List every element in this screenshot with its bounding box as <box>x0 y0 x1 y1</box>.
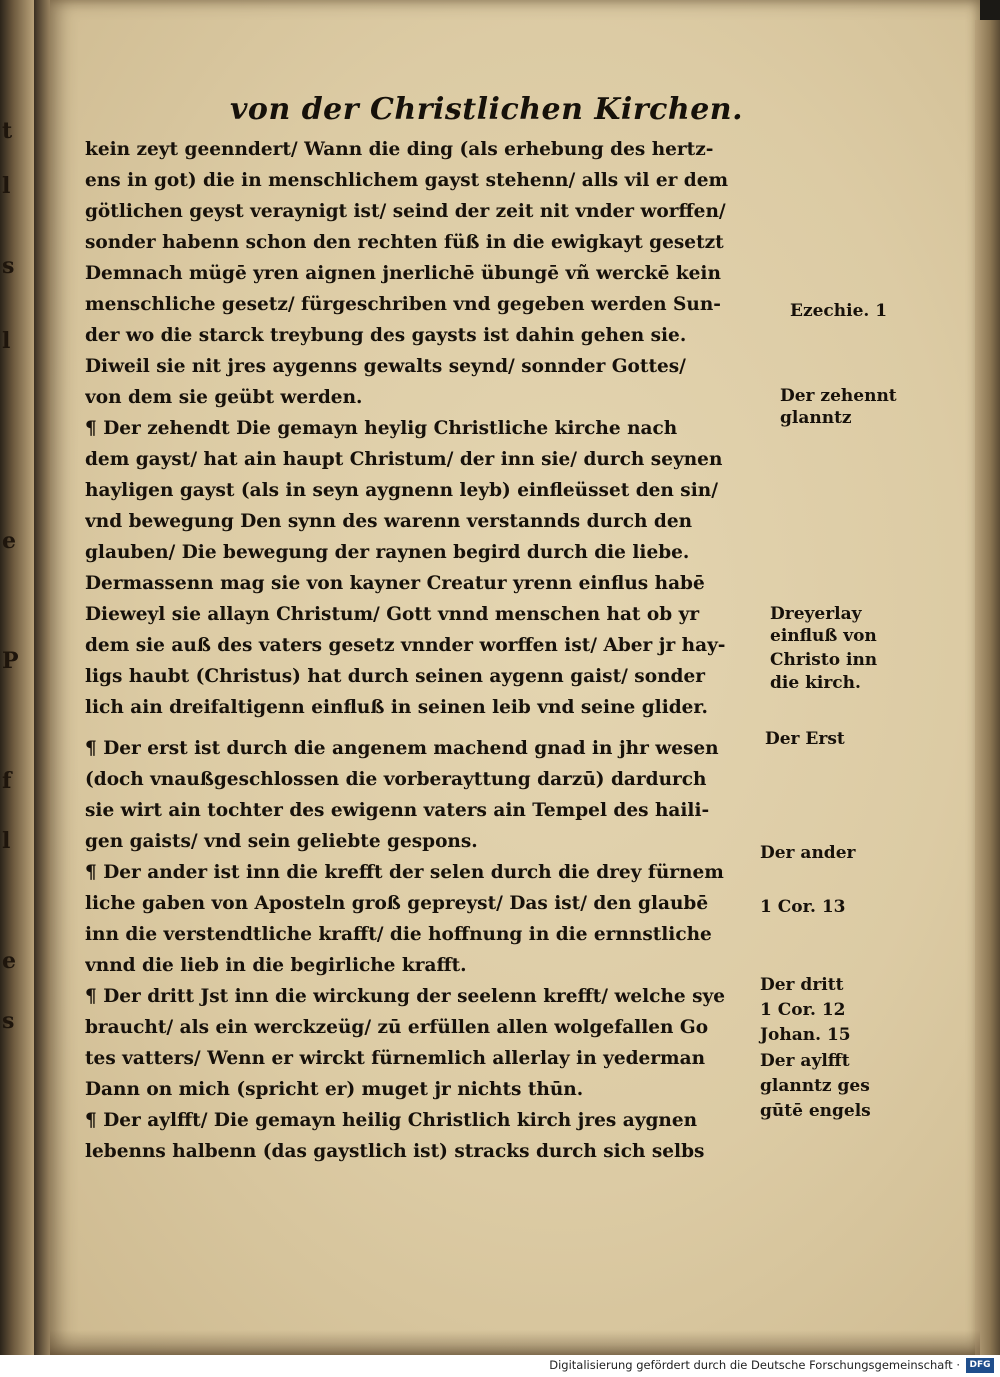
edge-fragment: s <box>2 1008 15 1034</box>
text-line: dem sie auß des vaters gesetz vnnder worffen ist/ Aber jr hay- <box>85 635 726 656</box>
text-line: gen gaists/ vnd sein geliebte gespons. <box>85 831 478 852</box>
marginal-note: Ezechie. 1 <box>790 301 888 321</box>
text-line: Demnach mügē yren aignen jnerlichē übungē vñ werckē kein <box>85 263 721 284</box>
text-line: glauben/ Die bewegung der raynen begird durch die liebe. <box>85 542 690 563</box>
text-line: ¶ Der zehendt Die gemayn heylig Christliche kirche nach <box>85 418 678 439</box>
edge-fragment: s <box>2 253 15 279</box>
text-line: von dem sie geübt werden. <box>85 387 363 408</box>
marginal-note: gūtē engels <box>760 1101 871 1121</box>
text-line: (doch vnaußgeschlossen die vorberayttung darzū) dardurch <box>85 769 707 790</box>
text-line: Dieweyl sie allayn Christum/ Gott vnnd menschen hat ob yr <box>85 604 700 625</box>
text-line: kein zeyt geenndert/ Wann die ding (als erhebung des hertz- <box>85 139 714 160</box>
edge-fragment: P <box>2 648 19 674</box>
marginal-note: 1 Cor. 12 <box>760 1000 846 1020</box>
marginal-note: einfluß von <box>770 626 877 646</box>
text-line: sonder habenn schon den rechten füß in die ewigkayt gesetzt <box>85 232 724 253</box>
text-line: lich ain dreifaltigenn einfluß in seinen leib vnd seine glider. <box>85 697 708 718</box>
edge-fragment: e <box>2 948 16 974</box>
previous-page-edge <box>0 0 34 1355</box>
text-line: ¶ Der dritt Jst inn die wirckung der seelenn krefft/ welche sye <box>85 986 726 1007</box>
marginal-note: Der Erst <box>765 729 845 749</box>
marginal-note: Der ander <box>760 843 856 863</box>
text-line: vnd bewegung Den synn des warenn verstannds durch den <box>85 511 693 532</box>
text-line: der wo die starck treybung des gaysts ist dahin gehen sie. <box>85 325 687 346</box>
marginal-note: Der zehennt <box>780 386 897 406</box>
page-bottom-shadow <box>50 1330 980 1355</box>
marginal-note: Johan. 15 <box>760 1025 851 1045</box>
marginal-note: Der dritt <box>760 975 844 995</box>
text-line: dem gayst/ hat ain haupt Christum/ der inn sie/ durch seynen <box>85 449 723 470</box>
marginal-note: 1 Cor. 13 <box>760 897 846 917</box>
text-line: lebenns halbenn (das gaystlich ist) stracks durch sich selbs <box>85 1141 705 1162</box>
edge-fragment: l <box>2 173 11 199</box>
text-line: braucht/ als ein werckzeüg/ zū erfüllen allen wolgefallen Go <box>85 1017 709 1038</box>
marginal-note: glanntz <box>780 408 852 428</box>
body-text-block <box>85 134 775 1167</box>
dfg-logo: DFG <box>966 1358 994 1373</box>
digitization-footer <box>0 1355 1000 1377</box>
marginal-note: die kirch. <box>770 673 861 693</box>
text-line: vnnd die lieb in die begirliche krafft. <box>85 955 467 976</box>
text-line: liche gaben von Aposteln groß gepreyst/ Das ist/ den glaubē <box>85 893 709 914</box>
text-line: hayligen gayst (als in seyn aygnenn leyb) einfleüsset den sin/ <box>85 480 718 501</box>
edge-fragment: l <box>2 328 11 354</box>
footer-credit: Digitalisierung gefördert durch die Deutsche Forschungsgemeinschaft · <box>549 1358 960 1372</box>
text-line: menschliche gesetz/ fürgeschriben vnd gegeben werden Sun- <box>85 294 721 315</box>
edge-fragment: e <box>2 528 16 554</box>
marginal-note: Christo inn <box>770 650 878 670</box>
running-title: von der Christlichen Kirchen. <box>230 92 744 127</box>
edge-fragment: t <box>2 118 13 144</box>
marginal-note: Dreyerlay <box>770 604 862 624</box>
text-line: Dermassenn mag sie von kayner Creatur yrenn einflus habē <box>85 573 705 594</box>
marginal-note: Der aylfft <box>760 1051 850 1071</box>
text-line: Diweil sie nit jres aygenns gewalts seynd/ sonnder Gottes/ <box>85 356 686 377</box>
text-line: ¶ Der aylfft/ Die gemayn heilig Christlich kirch jres aygnen <box>85 1110 698 1131</box>
text-line: tes vatters/ Wenn er wirckt fürnemlich allerlay in yederman <box>85 1048 706 1069</box>
text-line: inn die verstendtliche krafft/ die hoffnung in die ernnstliche <box>85 924 712 945</box>
text-line: Dann on mich (spricht er) muget jr nichts thūn. <box>85 1079 584 1100</box>
text-line: götlichen geyst veraynigt ist/ seind der zeit nit vnder worffen/ <box>85 201 726 222</box>
text-line: ¶ Der erst ist durch die angenem machend gnad in jhr wesen <box>85 738 719 759</box>
text-line: ligs haubt (Christus) hat durch seinen aygenn gaist/ sonder <box>85 666 705 687</box>
page-fore-edge <box>975 20 1000 1355</box>
text-line: sie wirt ain tochter des ewigenn vaters ain Tempel des haili- <box>85 800 710 821</box>
marginal-note: glanntz ges <box>760 1076 870 1096</box>
edge-fragment: l <box>2 828 11 854</box>
edge-fragment: f <box>2 768 12 794</box>
paragraph-gap <box>85 723 775 733</box>
text-line: ¶ Der ander ist inn die krefft der selen durch die drey fürnem <box>85 862 724 883</box>
text-line: ens in got) die in menschlichem gayst stehenn/ alls vil er dem <box>85 170 729 191</box>
